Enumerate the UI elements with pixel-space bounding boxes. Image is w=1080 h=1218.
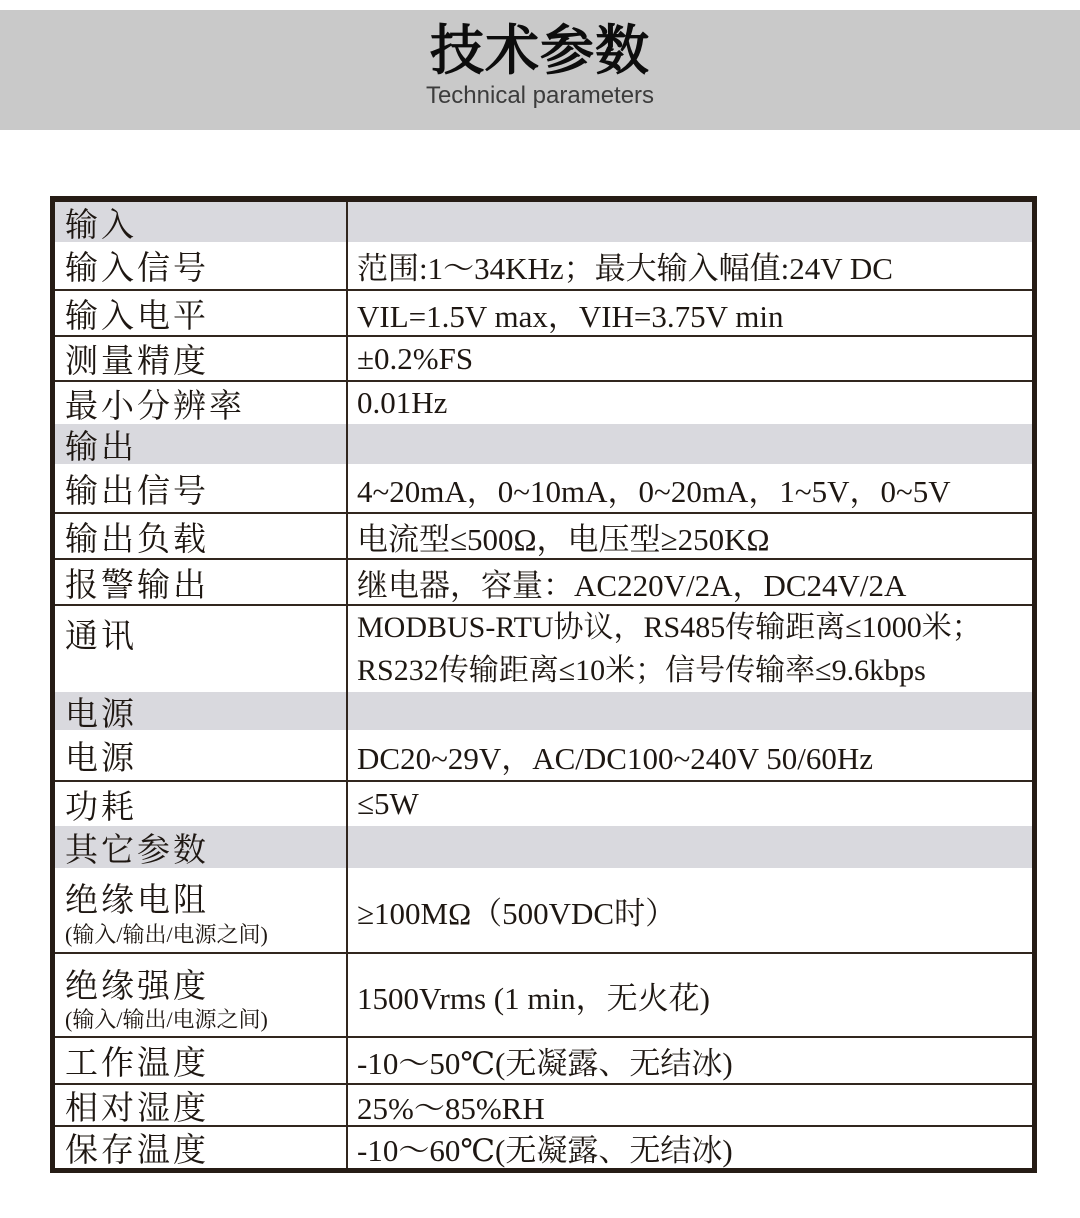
row-label: 最小分辨率 (65, 388, 245, 425)
row-value: VIL=1.5V max，VIH=3.75V min (357, 298, 784, 334)
row-value-cell (348, 1127, 1032, 1168)
row-label-cell (55, 514, 348, 558)
spec-row-power-supply (55, 730, 1032, 780)
spec-row-insulation-strength (55, 952, 1032, 1036)
row-value: 范围:1～34KHz；最大输入幅值:24V DC (357, 251, 893, 286)
row-label: 绝缘强度 (65, 969, 209, 1005)
section-label: 输出 (65, 429, 137, 466)
row-label-cell (55, 1038, 348, 1083)
spec-row-input-signal (55, 242, 1032, 289)
row-value: 1500Vrms (1 min，无火花) (357, 980, 710, 1016)
row-label: 通讯 (65, 619, 137, 655)
row-label-cell (55, 1085, 348, 1125)
row-label: 输出负载 (65, 521, 209, 558)
section-label-cell (55, 202, 348, 242)
row-label: 绝缘电阻 (65, 883, 209, 919)
row-value-cell (348, 1038, 1032, 1083)
section-row-output (55, 424, 1032, 464)
section-label-cell (55, 692, 348, 733)
row-value-line2: RS232传输距离≤10米；信号传输率≤9.6kbps (357, 654, 926, 687)
row-label: 输入信号 (65, 251, 209, 287)
section-label: 其它参数 (65, 832, 209, 869)
row-label-cell (55, 337, 348, 380)
row-value: 25%～85%RH (357, 1090, 545, 1125)
row-value-cell (348, 606, 1032, 692)
row-label-cell (55, 464, 348, 512)
section-row-power (55, 692, 1032, 733)
row-value-cell (348, 954, 1032, 1036)
spec-row-storage-temperature (55, 1125, 1032, 1168)
row-label-cell (55, 782, 348, 826)
row-value-cell (348, 291, 1032, 335)
row-value: 0.01Hz (357, 385, 448, 420)
row-label: 测量精度 (65, 344, 209, 380)
section-spacer-cell (348, 202, 1032, 242)
row-label-cell (55, 291, 348, 335)
row-label-cell (55, 242, 348, 289)
row-label-cell (55, 560, 348, 604)
row-label: 工作温度 (65, 1046, 209, 1082)
row-value-cell (348, 514, 1032, 558)
row-value-cell (348, 464, 1032, 512)
header-banner (0, 10, 1080, 130)
spec-row-resolution (55, 380, 1032, 424)
row-label: 输入电平 (65, 298, 209, 335)
section-spacer-cell (348, 692, 1032, 730)
section-label-cell (55, 826, 348, 868)
spec-row-accuracy (55, 335, 1032, 380)
page-title: 技术参数 (430, 21, 650, 81)
row-value: ≤5W (357, 786, 419, 821)
row-value: DC20~29V，AC/DC100~240V 50/60Hz (357, 740, 874, 776)
row-label-cell (55, 954, 348, 1036)
spec-row-insulation-resistance (55, 868, 1032, 952)
row-label-cell (55, 868, 348, 952)
spec-row-power-consumption (55, 780, 1032, 826)
row-value-cell (348, 242, 1032, 289)
row-value: 4~20mA，0~10mA，0~20mA，1~5V，0~5V (357, 473, 951, 509)
row-sublabel: (输入/输出/电源之间) (65, 1007, 268, 1032)
section-row-other-params (55, 826, 1032, 868)
row-label: 相对湿度 (65, 1090, 209, 1127)
row-value-cell (348, 868, 1032, 952)
row-label: 输出信号 (65, 473, 209, 510)
row-label: 功耗 (65, 789, 137, 826)
row-label-cell (55, 730, 348, 780)
row-value-line1: MODBUS-RTU协议，RS485传输距离≤1000米； (357, 611, 982, 644)
row-value-cell (348, 560, 1032, 604)
row-label-cell (55, 1127, 348, 1168)
row-value-cell (348, 782, 1032, 826)
row-value-cell (348, 382, 1032, 424)
spec-row-relative-humidity (55, 1083, 1032, 1125)
spec-table (50, 196, 1037, 1173)
row-sublabel: (输入/输出/电源之间) (65, 922, 268, 947)
section-spacer-cell (348, 424, 1032, 464)
section-label: 输入 (65, 207, 137, 244)
row-value: -10～50℃(无凝露、无结冰) (357, 1046, 733, 1081)
row-label: 保存温度 (65, 1133, 209, 1169)
row-value: 电流型≤500Ω，电压型≥250KΩ (357, 521, 770, 557)
row-label-cell (55, 382, 348, 424)
row-label: 电源 (65, 740, 137, 777)
section-row-input (55, 202, 1032, 242)
row-value-cell (348, 1085, 1032, 1125)
row-value: -10～60℃(无凝露、无结冰) (357, 1133, 733, 1168)
row-value: 继电器，容量：AC220V/2A，DC24V/2A (357, 567, 907, 603)
spec-row-output-load (55, 512, 1032, 558)
row-value-cell (348, 730, 1032, 780)
row-value-cell (348, 337, 1032, 380)
spec-row-operating-temperature (55, 1036, 1032, 1083)
spec-row-output-signal (55, 464, 1032, 512)
spec-row-alarm-output (55, 558, 1032, 604)
row-value: ±0.2%FS (357, 340, 474, 376)
section-label: 电源 (65, 696, 137, 733)
row-value: ≥100MΩ（500VDC时） (357, 895, 677, 931)
section-spacer-cell (348, 826, 1032, 868)
row-label: 报警输出 (65, 567, 209, 604)
spec-row-communication (55, 604, 1032, 692)
section-label-cell (55, 424, 348, 464)
row-label-cell (55, 606, 348, 692)
spec-row-input-level (55, 289, 1032, 335)
page-subtitle: Technical parameters (425, 82, 655, 109)
